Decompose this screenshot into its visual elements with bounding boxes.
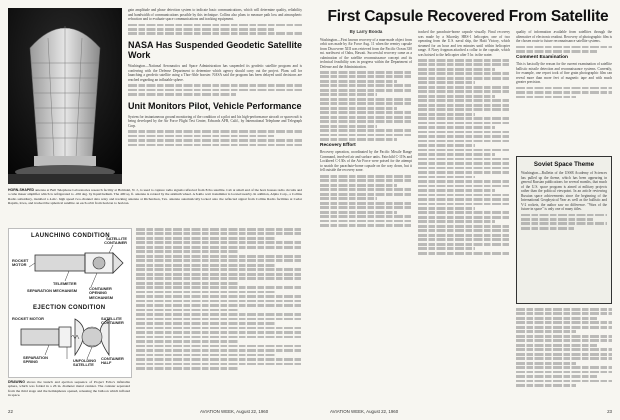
right-folio-line: AVIATION WEEK, August 22, 1960 — [330, 409, 399, 414]
lead-text: Washington—First known recovery of a man-made object from orbit was made by Air Force Aug. 11 when the reentry capsule from Discoverer XIII was retrieved from the Pacific Ocean 330 mi. northwest of Oahu, Hawaii. Successful recovery came as a culmination of the satellite reconnaissance concept and its technical feasibility was in progress within the Department of Defense and the Administration. — [320, 37, 412, 69]
photo-caption — [8, 188, 302, 205]
nasa-headline: NASA Has Suspended Geodetic Satellite Work — [128, 40, 302, 61]
left-col2-top-text: gain amplitude and phase detection system to indicate basic communications, which will determine quality, reliability and bandwidth of communications possible by this technique. Collins also plans to measure path loss and atmospheric refraction and to evaluate space communications and tracking equipment. — [128, 8, 302, 21]
right-page — [310, 0, 620, 420]
col2-text: tracked the parachute-borne capsule visually. Final recovery was made by a Sikorsky HRS-1 helicopter, one of two operating from the U.S. naval ship, the Haiti Victory, which steamed for an hour and ten minutes until within helicopter range. A Navy frogman attached a collar to the capsule, which was hoisted to the helicopter after 5 hr. in the water. — [418, 30, 510, 57]
horn-antenna-illustration — [8, 8, 122, 184]
sidebar-title: Soviet Space Theme — [533, 161, 595, 168]
recovery-heading: Recovery Effort — [320, 142, 356, 148]
label-container-half: CONTAINER HALF — [101, 356, 124, 366]
label-separation-mechanism: SEPARATION MECHANISM — [27, 288, 78, 293]
sidebar-text — [521, 171, 607, 291]
comment-heading: Comment Examination — [516, 54, 568, 60]
echo-launch-diagram — [8, 228, 132, 378]
label-container-opening-mechanism: CONTAINER OPENING MECHANISM — [89, 286, 113, 300]
right-column-two — [418, 30, 510, 400]
main-headline: First Capsule Recovered From Satellite — [327, 8, 609, 25]
photo-caption-lead: HORN-SHAPED — [8, 188, 35, 192]
right-folio — [607, 409, 612, 414]
comment-text: This is basically the reason for the current examination of satellite ballistic missile detection and reconnaissance systems. Currently, for example, one report took of fine grain photographic film can reveal more than more feet of magnetic tape and with much greater precision. — [516, 62, 612, 85]
ejection-condition-title: EJECTION CONDITION — [33, 305, 106, 311]
col3-text: quality of information available from satellites through the alternative of electronic readout. Recovery of photographic film is the chosen route to future reconnaissance satellite systems. — [516, 30, 612, 43]
label-satellite-container: SATELLITE CONTAINER — [104, 236, 127, 246]
left-column-two — [128, 8, 302, 184]
right-page-number: 23 — [607, 409, 612, 414]
left-lower-column — [136, 228, 302, 404]
photo-caption-text: antenna at Bell Telephone Laboratories research facility at Holmdel, N. J., is used to capture radio signals reflected from Echo satellite. Cab at small end of the horn houses radio circuits and a cube maser amplifier which is refrigerated to -456 deg. by liquid helium. The 400 sq. ft. antenna is rotated by the azimuth wheel. A 6-kilo watt transmitter is located nearby. In addition, Alpha Corp., a Collins Radio subsidiary, installed a 4-mc. high speed two-channel data relay and tracking antenna at Richardson, Tex. antenna automatically locked onto the reflected signal from Collins Radio facilities at Cedar Rapids, Iowa, and tracked the spherical satellite on each orbit from horizon to horizon. — [8, 188, 302, 205]
right-column-three — [516, 30, 612, 150]
soviet-space-sidebar — [516, 156, 612, 304]
byline: By Larry Booda — [349, 30, 383, 34]
left-page-number: 22 — [8, 409, 13, 414]
diagram-caption-lead: DRAWING — [8, 380, 25, 384]
unit-text: System for instantaneous ground monitoring of the condition of a pilot and his high-performance aircraft or spacecraft is being developed by the Air Force Flight Test Center, Edwards AFB, Calif., by International Telephone and Telegraph Corp. — [128, 114, 302, 128]
label-unfolding-satellite: UNFOLDING SATELLITE — [73, 358, 97, 368]
label-telemeter: TELEMETER — [53, 281, 77, 286]
horn-antenna-photo — [8, 8, 122, 184]
left-folio-line: AVIATION WEEK, August 22, 1960 — [200, 409, 269, 414]
label-satellite-container-2: SATELLITE CONTAINER — [101, 316, 124, 326]
label-separation-spring: SEPARATION SPRING — [23, 355, 48, 365]
label-rocket-motor-2: ROCKET MOTOR — [12, 316, 44, 321]
left-folio — [8, 409, 13, 414]
launching-condition-title: LAUNCHING CONDITION — [31, 233, 110, 239]
sidebar-body: Washington—Bulletin of the USSR Academy of Sciences has pulled up the theme, which has been appearing in general Russian publications for several months, that much of the U.S. space program is aimed at military projects rather than the political viewpoint. In an article reviewing Russian space achievements since the beginning of the International Geophysical Year as well as the ballistic and V-2 rockets, the author saw no difference. "Wars of the future in space" is only one of many titles. — [521, 171, 607, 211]
label-rocket-motor: ROCKET MOTOR — [12, 258, 29, 268]
right-column-three-lower — [516, 308, 612, 400]
recovery-text: Recovery operation, coordinated by the Pacific Missile Range Command, involved air and surface units. Fairchild C-119s and Lockheed C-130s of the Air Force were poised for the attempt to snatch the parachute-borne capsule on the way down, but it fell outside the recovery zone. — [320, 150, 412, 173]
diagram-caption — [8, 380, 130, 397]
right-column-one — [320, 30, 412, 400]
unit-headline: Unit Monitors Pilot, Vehicle Performance — [128, 100, 302, 111]
diagram-caption-text: shows the launch and ejection sequence of Project Echo's inflatable sphere, which was folded in a 26 in. diameter metal canister. The canister separated from the third stage and the hemispheres opened, releasing the balloon which inflated in space. — [8, 380, 131, 397]
nasa-text: Washington—National Aeronautics and Space Administration has suspended its geodetic satellite program and is conferring with the Defense Department to determine which agency should carry out the project. Plans call for launching a geodetic satellite using a Thor-Able booster. NASA said the program has been delayed until decisions are reached regarding an inflatable sphere. — [128, 64, 302, 82]
